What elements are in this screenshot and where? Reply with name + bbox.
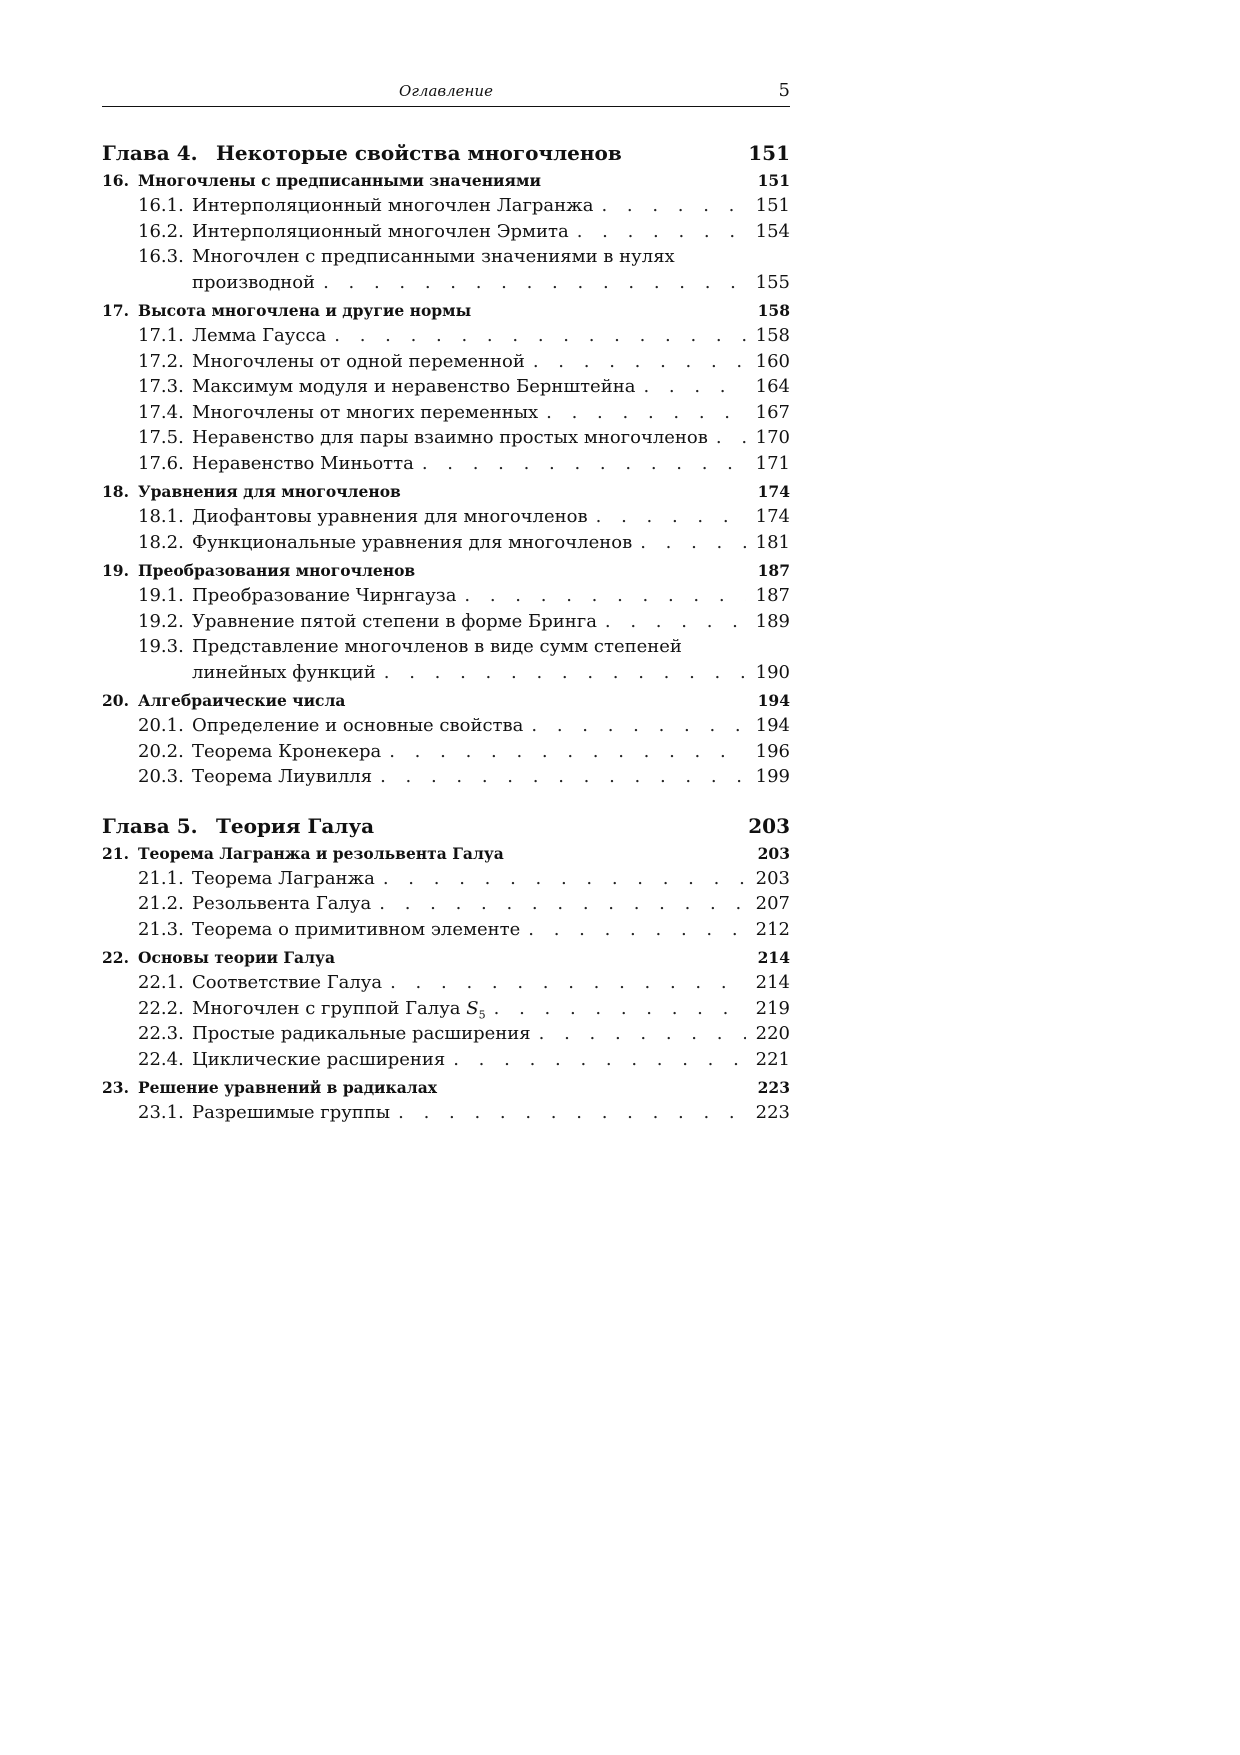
subsection-page: 189	[755, 610, 790, 632]
page-number: 5	[778, 80, 790, 101]
toc-section[interactable]	[102, 561, 790, 585]
toc-subsection[interactable]	[102, 376, 790, 402]
subsection-number: 22.4.	[138, 1048, 184, 1070]
toc-subsection[interactable]	[102, 919, 790, 945]
subsection-title	[192, 1023, 531, 1044]
toc-section[interactable]	[102, 844, 790, 868]
dot-leader	[383, 868, 746, 889]
dot-leader	[422, 453, 746, 474]
dot-leader	[546, 402, 746, 423]
dot-leader	[379, 893, 746, 914]
toc-subsection[interactable]	[102, 195, 790, 221]
toc-subsection[interactable]	[102, 325, 790, 351]
subsection-page: 171	[755, 452, 790, 474]
dot-leader	[323, 272, 746, 293]
section-title: Решение уравнений в радикалах	[138, 1078, 437, 1097]
subsection-number: 21.3.	[138, 918, 184, 940]
subsection-title-text: Разрешимые группы	[192, 1102, 391, 1123]
toc-section[interactable]	[102, 1078, 790, 1102]
chapter-page: 151	[748, 141, 790, 165]
section-title: Уравнения для многочленов	[138, 482, 401, 501]
subsection-title-text: Теорема Кронекера	[192, 740, 382, 762]
section-number: 16.	[102, 171, 129, 190]
subsection-title	[192, 972, 382, 993]
subsection-title-text: Интерполяционный многочлен Эрмита	[192, 220, 569, 242]
section-title: Теорема Лагранжа и резольвента Галуа	[138, 843, 504, 863]
subsection-title	[192, 453, 414, 474]
subsection-number: 21.1.	[138, 867, 184, 889]
subsection-title-continuation: линейных функций	[192, 661, 376, 683]
toc-chapter[interactable]	[102, 814, 790, 844]
toc-section[interactable]	[102, 171, 790, 195]
subsection-number: 16.1.	[138, 195, 184, 216]
subsection-page: 196	[755, 740, 790, 762]
section-page: 203	[757, 843, 790, 863]
subsection-title	[192, 221, 569, 242]
section-number: 20.	[102, 691, 129, 710]
section-number: 17.	[102, 301, 129, 320]
section-title: Многочлены с предписанными значениями	[138, 171, 541, 190]
toc-subsection-continuation[interactable]	[102, 662, 790, 688]
toc-subsection[interactable]	[102, 1023, 790, 1049]
subsection-title	[192, 376, 635, 397]
subsection-title-text: Циклические расширения	[192, 1048, 446, 1070]
subsection-title-text: Многочлены от многих переменных	[192, 401, 539, 423]
running-head	[102, 78, 790, 107]
subsection-title-text: Функциональные уравнения для многочленов	[192, 531, 633, 553]
toc-section[interactable]	[102, 948, 790, 972]
subsection-page: 223	[755, 1102, 790, 1123]
section-number: 21.	[102, 843, 129, 863]
math-subscript: 5	[478, 1008, 486, 1022]
subsection-title: Многочлен с предписанными значениями в нулях	[192, 246, 675, 267]
subsection-title-continuation: производной	[192, 271, 316, 293]
subsection-page: 203	[755, 867, 790, 889]
section-number: 22.	[102, 948, 129, 967]
subsection-title-text: Интерполяционный многочлен Лагранжа	[192, 195, 594, 216]
subsection-number: 17.2.	[138, 350, 184, 372]
subsection-title-text: Максимум модуля и неравенство Бернштейна	[192, 376, 636, 397]
subsection-page: 190	[755, 661, 790, 683]
subsection-number: 17.4.	[138, 401, 184, 423]
dot-leader	[640, 532, 746, 553]
subsection-title-text: Простые радикальные расширения	[192, 1023, 531, 1044]
dot-leader	[605, 611, 746, 632]
subsection-page: 164	[755, 376, 790, 397]
toc-section[interactable]	[102, 691, 790, 715]
section-page: 194	[757, 691, 790, 710]
toc-subsection[interactable]	[102, 506, 790, 532]
section-number: 23.	[102, 1078, 129, 1097]
subsection-title	[192, 766, 372, 787]
section-title: Алгебраические числа	[138, 691, 346, 710]
subsection-page: 181	[755, 531, 790, 553]
dot-leader	[380, 766, 746, 787]
toc-subsection[interactable]	[102, 868, 790, 894]
running-title: Оглавление	[399, 82, 493, 100]
subsection-number: 20.1.	[138, 715, 184, 736]
subsection-title	[192, 611, 597, 632]
subsection-title-text: Преобразование Чирнгауза	[192, 585, 457, 606]
subsection-title-text: Теорема Лагранжа	[192, 867, 375, 889]
section-title: Высота многочлена и другие нормы	[138, 301, 472, 320]
subsection-title: Представление многочленов в виде сумм степеней	[192, 636, 682, 657]
toc-subsection[interactable]	[102, 1049, 790, 1075]
dot-leader	[389, 741, 746, 762]
subsection-number: 18.1.	[138, 506, 184, 527]
toc-subsection[interactable]	[102, 998, 790, 1024]
subsection-page: 220	[755, 1023, 790, 1044]
dot-leader	[334, 325, 746, 346]
toc-subsection[interactable]	[102, 221, 790, 247]
subsection-number: 19.3.	[138, 636, 184, 657]
subsection-title	[192, 919, 520, 940]
subsection-number: 20.3.	[138, 766, 184, 787]
dot-leader	[390, 972, 746, 993]
subsection-page: 207	[755, 893, 790, 914]
subsection-number: 16.2.	[138, 220, 184, 242]
toc-subsection[interactable]	[102, 972, 790, 998]
subsection-title	[192, 506, 588, 527]
subsection-title-text: Резольвента Галуа	[192, 893, 372, 914]
chapter-number: Глава 5.	[102, 813, 198, 838]
subsection-title	[192, 325, 326, 346]
toc-subsection[interactable]	[102, 532, 790, 558]
dot-leader	[533, 351, 746, 372]
subsection-page: 154	[755, 220, 790, 242]
toc-subsection-continuation[interactable]	[102, 272, 790, 298]
subsection-number: 17.5.	[138, 427, 184, 448]
subsection-page: 170	[755, 427, 790, 448]
subsection-number: 22.3.	[138, 1023, 184, 1044]
subsection-title	[192, 998, 486, 1022]
section-title: Преобразования многочленов	[138, 561, 416, 580]
subsection-number: 22.2.	[138, 997, 184, 1019]
section-number: 19.	[102, 561, 129, 580]
subsection-title-text: Теорема о примитивном элементе	[192, 918, 521, 940]
chapter-number: Глава 4.	[102, 141, 198, 165]
subsection-title-text: Диофантовы уравнения для многочленов	[192, 506, 588, 527]
subsection-title	[192, 893, 371, 914]
chapter-spacer	[102, 792, 790, 814]
subsection-title	[192, 1102, 390, 1123]
dot-leader	[596, 506, 746, 527]
subsection-page: 155	[755, 271, 790, 293]
toc-subsection[interactable]	[102, 715, 790, 741]
subsection-number: 23.1.	[138, 1102, 184, 1123]
toc-section[interactable]	[102, 301, 790, 325]
math-symbol: S	[466, 997, 479, 1019]
subsection-number: 19.2.	[138, 610, 184, 632]
toc-page	[102, 78, 790, 1128]
subsection-title	[192, 195, 593, 216]
subsection-title	[192, 585, 456, 606]
subsection-page: 194	[755, 715, 790, 736]
chapter-page: 203	[748, 813, 790, 838]
subsection-title-text: Лемма Гаусса	[192, 325, 327, 346]
toc-subsection[interactable]	[102, 585, 790, 611]
toc-subsection[interactable]	[102, 1102, 790, 1128]
subsection-number: 17.1.	[138, 325, 184, 346]
subsection-page: 199	[755, 766, 790, 787]
section-page: 223	[757, 1078, 790, 1097]
subsection-page: 158	[755, 325, 790, 346]
subsection-page: 174	[755, 506, 790, 527]
subsection-number: 18.2.	[138, 531, 184, 553]
toc-subsection[interactable]	[102, 893, 790, 919]
dot-leader	[577, 221, 746, 242]
subsection-number: 17.6.	[138, 452, 184, 474]
dot-leader	[539, 1023, 746, 1044]
subsection-title	[192, 868, 375, 889]
toc-subsection[interactable]	[102, 766, 790, 792]
section-number: 18.	[102, 482, 129, 501]
subsection-title-text: Неравенство для пары взаимно простых многочленов	[192, 427, 708, 448]
table-of-contents	[102, 141, 790, 1128]
chapter-title: Некоторые свойства многочленов	[216, 141, 622, 165]
subsection-page: 167	[755, 401, 790, 423]
subsection-number: 17.3.	[138, 376, 184, 397]
subsection-title	[192, 1049, 445, 1070]
section-page: 158	[757, 301, 790, 320]
subsection-title	[192, 402, 538, 423]
dot-leader	[494, 998, 746, 1019]
section-page: 174	[757, 482, 790, 501]
subsection-page: 212	[755, 918, 790, 940]
section-title: Основы теории Галуа	[138, 948, 335, 967]
subsection-page: 160	[755, 350, 790, 372]
subsection-number: 22.1.	[138, 972, 184, 993]
chapter-title: Теория Галуа	[216, 813, 375, 838]
dot-leader	[531, 715, 746, 736]
toc-subsection[interactable]	[102, 453, 790, 479]
toc-subsection[interactable]	[102, 402, 790, 428]
subsection-title	[192, 715, 523, 736]
dot-leader	[398, 1102, 746, 1123]
dot-leader	[384, 662, 746, 683]
section-page: 187	[757, 561, 790, 580]
subsection-title-text: Соответствие Галуа	[192, 972, 383, 993]
subsection-number: 16.3.	[138, 246, 184, 267]
toc-subsection[interactable]	[102, 246, 790, 272]
subsection-page: 151	[755, 195, 790, 216]
section-page: 214	[757, 948, 790, 967]
subsection-title-text: Уравнение пятой степени в форме Бринга	[192, 610, 597, 632]
subsection-title-text: Неравенство Миньотта	[192, 452, 414, 474]
dot-leader	[601, 195, 746, 216]
subsection-page: 187	[755, 585, 790, 606]
subsection-page: 221	[755, 1048, 790, 1070]
subsection-title	[192, 351, 525, 372]
toc-subsection[interactable]	[102, 741, 790, 767]
toc-subsection[interactable]	[102, 351, 790, 377]
dot-leader	[528, 919, 746, 940]
subsection-title	[192, 532, 632, 553]
dot-leader	[453, 1049, 746, 1070]
section-page: 151	[757, 171, 790, 190]
toc-subsection[interactable]	[102, 611, 790, 637]
dot-leader	[643, 376, 746, 397]
dot-leader	[464, 585, 746, 606]
subsection-number: 19.1.	[138, 585, 184, 606]
subsection-number: 20.2.	[138, 740, 184, 762]
subsection-title-text: Теорема Лиувилля	[192, 766, 373, 787]
toc-subsection[interactable]	[102, 636, 790, 662]
toc-chapter[interactable]	[102, 141, 790, 171]
dot-leader	[716, 427, 746, 448]
subsection-title-text: Многочлены от одной переменной	[192, 350, 525, 372]
toc-subsection[interactable]	[102, 427, 790, 453]
subsection-number: 21.2.	[138, 893, 184, 914]
subsection-page: 214	[755, 972, 790, 993]
subsection-title	[192, 427, 708, 448]
subsection-page: 219	[755, 997, 790, 1019]
subsection-title	[192, 741, 381, 762]
subsection-title-text: Многочлен с группой Галуа	[192, 997, 461, 1019]
toc-section[interactable]	[102, 482, 790, 506]
subsection-title-text: Определение и основные свойства	[192, 715, 524, 736]
